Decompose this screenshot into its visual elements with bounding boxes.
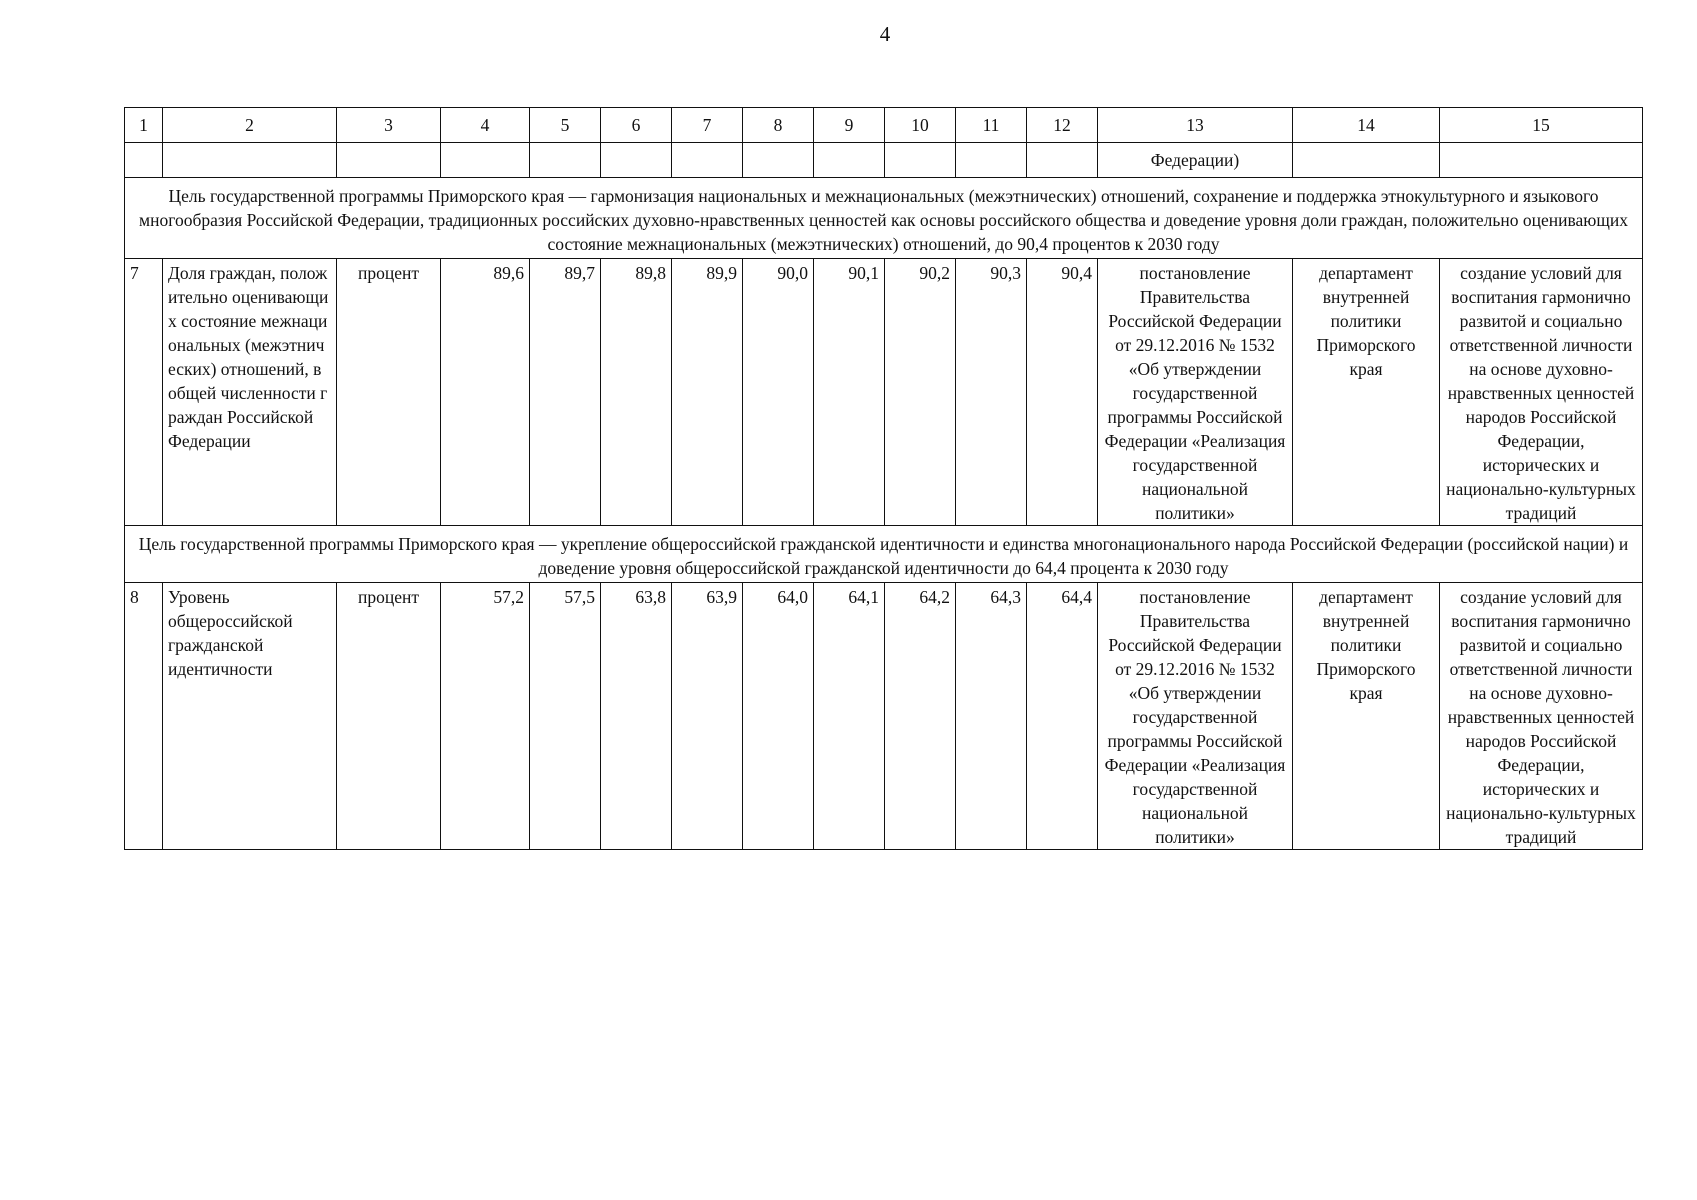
value-cell: 63,9: [672, 583, 743, 850]
value-cell: 89,9: [672, 259, 743, 526]
basis-cell: постановление Правительства Российской Федерации от 29.12.2016 № 1532 «Об утверждении государственной программы Российской Федерации «Реализация государственной национальной политики»: [1098, 259, 1293, 526]
value-cell: 57,2: [441, 583, 530, 850]
link-cell: создание условий для воспитания гармонично развитой и социально ответственной личности на основе духовно-нравственных ценностей народов Российской Федерации, исторических и национально-культурных традиций: [1440, 583, 1643, 850]
continuation-text: Федерации): [1098, 143, 1293, 178]
goal-row: [125, 178, 1643, 259]
unit-cell: процент: [337, 583, 441, 850]
column-number: 10: [885, 108, 956, 143]
goal-text: Цель государственной программы Приморского края — укрепление общероссийской гражданской идентичности и единства многонационального народа Российской Федерации (российской нации) и доведение уровня общероссийской гражданской идентичности до 64,4 процента к 2030 году: [125, 526, 1643, 583]
goal-text: Цель государственной программы Приморского края — гармонизация национальных и межнациональных (межэтнических) отношений, сохранение и поддержка этнокультурного и языкового многообразия Российской Федерации, традиционных российских духовно-нравственных ценностей как основы российского общества и доведение уровня доли граждан, положительно оценивающих состояние межнациональных (межэтнических) отношений, до 90,4 процентов к 2030 году: [125, 178, 1643, 259]
value-cell: 90,3: [956, 259, 1027, 526]
value-cell: 90,2: [885, 259, 956, 526]
row-number: 7: [125, 259, 163, 526]
value-cell: 64,3: [956, 583, 1027, 850]
column-number: 8: [743, 108, 814, 143]
column-number: 15: [1440, 108, 1643, 143]
table-row: [125, 583, 1643, 850]
column-number: 5: [530, 108, 601, 143]
value-cell: 90,1: [814, 259, 885, 526]
goal-row: [125, 526, 1643, 583]
value-cell: 64,0: [743, 583, 814, 850]
value-cell: 64,2: [885, 583, 956, 850]
value-cell: 64,1: [814, 583, 885, 850]
value-cell: 64,4: [1027, 583, 1098, 850]
value-cell: 89,8: [601, 259, 672, 526]
value-cell: 57,5: [530, 583, 601, 850]
table-row: [125, 259, 1643, 526]
indicator-name: Доля граждан, положительно оценивающих состояние межнациональных (межэтнических) отношений, в общей численности граждан Российской Федерации: [163, 259, 337, 526]
row-number: 8: [125, 583, 163, 850]
column-number-row: [125, 108, 1643, 143]
value-cell: 90,4: [1027, 259, 1098, 526]
column-number: 3: [337, 108, 441, 143]
column-number: 13: [1098, 108, 1293, 143]
value-cell: 63,8: [601, 583, 672, 850]
value-cell: 89,6: [441, 259, 530, 526]
indicators-table: [124, 107, 1643, 850]
column-number: 12: [1027, 108, 1098, 143]
responsible-cell: департамент внутренней политики Приморского края: [1293, 259, 1440, 526]
link-cell: создание условий для воспитания гармонично развитой и социально ответственной личности на основе духовно-нравственных ценностей народов Российской Федерации, исторических и национально-культурных традиций: [1440, 259, 1643, 526]
continuation-row: [125, 143, 1643, 178]
basis-cell: постановление Правительства Российской Федерации от 29.12.2016 № 1532 «Об утверждении государственной программы Российской Федерации «Реализация государственной национальной политики»: [1098, 583, 1293, 850]
value-cell: 89,7: [530, 259, 601, 526]
column-number: 2: [163, 108, 337, 143]
page-number: 4: [879, 22, 891, 46]
indicator-name: Уровень общероссийской гражданской идентичности: [163, 583, 337, 850]
column-number: 9: [814, 108, 885, 143]
column-number: 1: [125, 108, 163, 143]
column-number: 11: [956, 108, 1027, 143]
column-number: 14: [1293, 108, 1440, 143]
column-number: 4: [441, 108, 530, 143]
column-number: 6: [601, 108, 672, 143]
column-number: 7: [672, 108, 743, 143]
responsible-cell: департамент внутренней политики Приморского края: [1293, 583, 1440, 850]
unit-cell: процент: [337, 259, 441, 526]
value-cell: 90,0: [743, 259, 814, 526]
